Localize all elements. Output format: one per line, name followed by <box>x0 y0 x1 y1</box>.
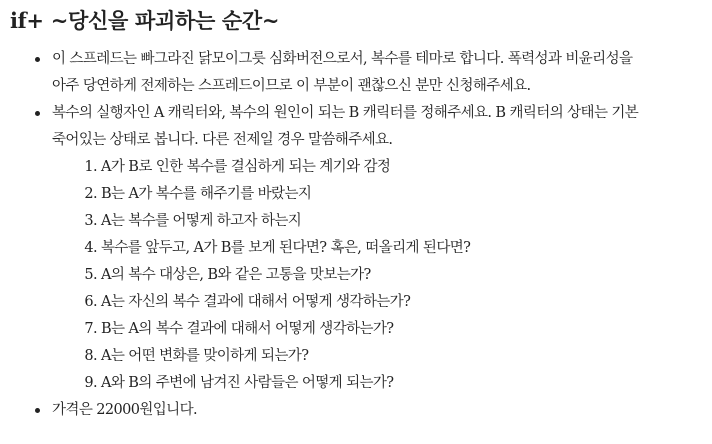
question-number: 5. <box>84 267 97 283</box>
question-item <box>52 343 700 370</box>
question-number: 9. <box>84 375 97 391</box>
bullet-item-content-warning <box>0 46 712 100</box>
bullet-list <box>0 46 712 424</box>
question-number: 6. <box>84 294 97 310</box>
question-text: A는 복수를 어떻게 하고자 하는지 <box>101 213 302 229</box>
bullet-text-line: 복수의 실행자인 A 캐릭터와, 복수의 원인이 되는 B 캐릭터를 정해주세요. B 캐릭터의 상태는 기본 <box>52 105 639 121</box>
question-number: 8. <box>84 348 97 364</box>
bullet-text-line: 아주 당연하게 전제하는 스프레드이므로 이 부분이 괜찮으신 분만 신청해주세요. <box>52 78 531 94</box>
question-item <box>52 289 700 316</box>
question-number: 1. <box>84 159 97 175</box>
question-number: 4. <box>84 240 97 256</box>
question-text: A가 B로 인한 복수를 결심하게 되는 계기와 감정 <box>101 159 391 175</box>
question-item <box>52 181 700 208</box>
question-item <box>52 316 700 343</box>
question-text: A의 복수 대상은, B와 같은 고통을 맛보는가? <box>101 267 371 283</box>
bullet-item-character-setup <box>0 100 712 397</box>
question-number: 7. <box>84 321 97 337</box>
question-item <box>52 235 700 262</box>
bullet-text-line: 죽어있는 상태로 봅니다. 다른 전제일 경우 말씀해주세요. <box>52 132 393 148</box>
price-text: 가격은 22000원입니다. <box>52 402 197 418</box>
bullet-item-price <box>0 397 712 424</box>
question-list <box>52 154 700 397</box>
question-number: 2. <box>84 186 97 202</box>
question-text: 복수를 앞두고, A가 B를 보게 된다면? 혹은, 떠올리게 된다면? <box>101 240 471 256</box>
question-item <box>52 370 700 397</box>
question-text: A는 자신의 복수 결과에 대해서 어떻게 생각하는가? <box>101 294 411 310</box>
question-text: A와 B의 주변에 남겨진 사람들은 어떻게 되는가? <box>101 375 394 391</box>
question-item <box>52 262 700 289</box>
question-item <box>52 154 700 181</box>
bullet-text-line: 이 스프레드는 빠그라진 닭모이그릇 심화버전으로서, 복수를 테마로 합니다. 폭력성과 비윤리성을 <box>52 51 633 67</box>
question-text: B는 A의 복수 결과에 대해서 어떻게 생각하는가? <box>101 321 394 337</box>
bullet-dot-icon <box>35 57 40 62</box>
question-item <box>52 208 700 235</box>
question-text: A는 어떤 변화를 맞이하게 되는가? <box>101 348 309 364</box>
question-number: 3. <box>84 213 97 229</box>
bullet-dot-icon <box>35 408 40 413</box>
question-text: B는 A가 복수를 해주기를 바랐는지 <box>101 186 312 202</box>
page-title: if+ ~당신을 파괴하는 순간~ <box>10 8 280 33</box>
bullet-dot-icon <box>35 111 40 116</box>
